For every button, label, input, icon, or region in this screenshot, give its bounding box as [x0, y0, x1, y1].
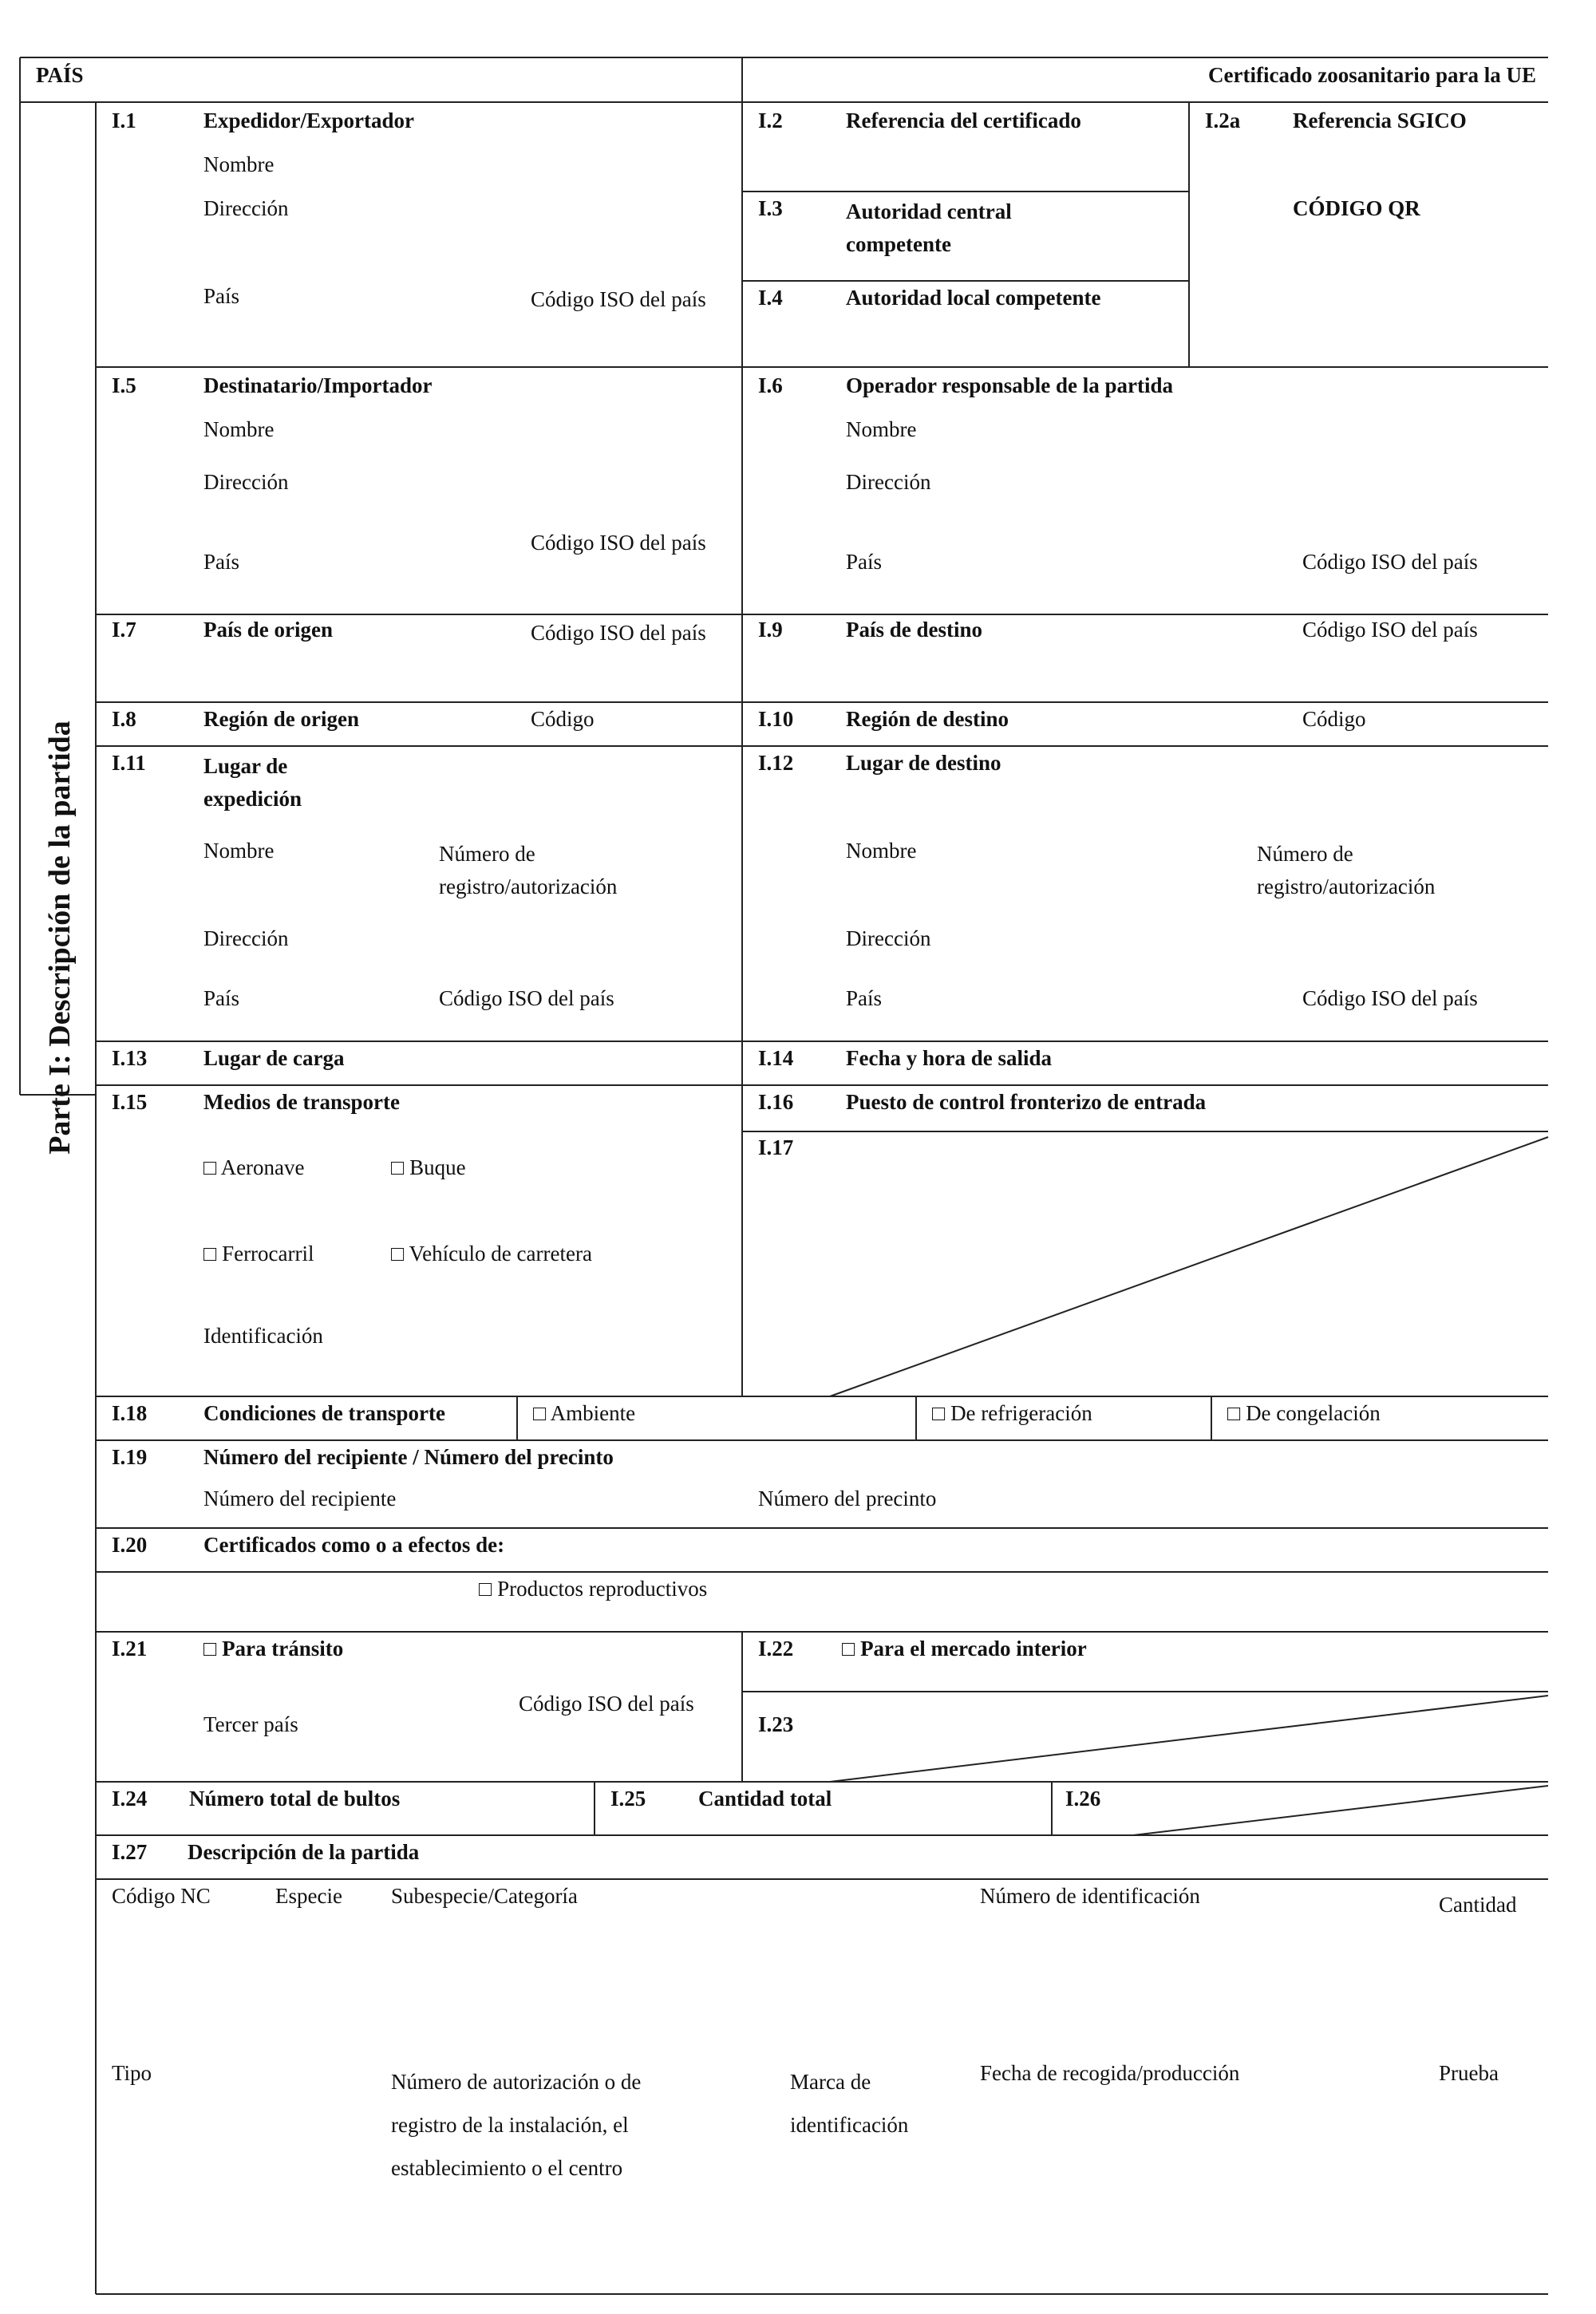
i13-number: I.13 [112, 1046, 148, 1070]
i1-iso-label: Código ISO del país [531, 287, 706, 311]
i16-title: Puesto de control fronterizo de entrada [846, 1090, 1207, 1114]
i12-title: Lugar de destino [846, 751, 1001, 775]
reproductive-products-option[interactable] [479, 1576, 707, 1603]
i25-number: I.25 [610, 1787, 646, 1811]
part-one-side-label: Parte I: Descripción de la partida [43, 721, 77, 1155]
i15-number: I.15 [112, 1090, 148, 1114]
i8-title: Región de origen [203, 707, 359, 731]
i27-number: I.27 [112, 1840, 148, 1864]
transport-aircraft-option[interactable] [203, 1155, 305, 1182]
i1-number: I.1 [112, 109, 136, 132]
option-label: De refrigeración [950, 1401, 1092, 1425]
type-header: Tipo [112, 2061, 152, 2085]
i4-title: Autoridad local competente [846, 286, 1101, 310]
option-label: Para el mercado interior [860, 1637, 1087, 1660]
checkbox-icon: □ [932, 1401, 946, 1425]
i19-number: I.19 [112, 1445, 148, 1469]
i4-number: I.4 [758, 286, 783, 310]
checkbox-icon: □ [391, 1242, 405, 1266]
i12-number: I.12 [758, 751, 794, 775]
option-label: Buque [409, 1155, 466, 1179]
i1-name-label: Nombre [203, 152, 275, 176]
i18-title: Condiciones de transporte [203, 1401, 445, 1425]
i6-number: I.6 [758, 373, 783, 397]
i13-title: Lugar de carga [203, 1046, 345, 1070]
i24-number: I.24 [112, 1787, 148, 1811]
condition-frozen-option[interactable] [1227, 1400, 1381, 1427]
transport-ship-option[interactable] [391, 1155, 466, 1182]
checkbox-icon: □ [203, 1637, 217, 1660]
i11-country-label: País [203, 986, 240, 1010]
option-label: Ferrocarril [222, 1242, 314, 1266]
i11-number: I.11 [112, 751, 146, 775]
cn-code-header: Código NC [112, 1884, 211, 1908]
i21-number: I.21 [112, 1637, 148, 1660]
i6-country-label: País [846, 550, 883, 574]
i5-title: Destinatario/Importador [203, 373, 433, 397]
i8-code-label: Código [531, 707, 595, 731]
i17-number: I.17 [758, 1135, 794, 1159]
condition-chilled-option[interactable] [932, 1400, 1092, 1427]
option-label: Para tránsito [222, 1637, 344, 1660]
i12-name-label: Nombre [846, 839, 917, 863]
test-header: Prueba [1439, 2061, 1499, 2085]
i24-title: Número total de bultos [189, 1787, 401, 1811]
i5-number: I.5 [112, 373, 136, 397]
i2a-number: I.2a [1205, 109, 1241, 132]
condition-ambient-option[interactable] [533, 1400, 635, 1427]
i10-title: Región de destino [846, 707, 1009, 731]
i2a-title: Referencia SGICO [1293, 109, 1467, 132]
i3-title: Autoridad central competente [846, 199, 1012, 256]
i25-title: Cantidad total [698, 1787, 832, 1811]
i12-address-label: Dirección [846, 926, 931, 950]
species-header: Especie [275, 1884, 342, 1908]
collection-date-header: Fecha de recogida/producción [980, 2061, 1240, 2085]
i2-title: Referencia del certificado [846, 109, 1081, 132]
i9-number: I.9 [758, 618, 783, 642]
checkbox-icon: □ [1227, 1401, 1241, 1425]
i5-country-label: País [203, 550, 240, 574]
certificate-title: Certificado zoosanitario para la UE [1208, 63, 1536, 87]
option-label: Ambiente [550, 1401, 636, 1425]
i10-code-label: Código [1302, 707, 1366, 731]
quantity-header: Cantidad [1439, 1893, 1517, 1917]
i5-name-label: Nombre [203, 417, 275, 441]
qr-code-placeholder: CÓDIGO QR [1293, 196, 1420, 220]
i7-title: País de origen [203, 618, 333, 642]
i6-address-label: Dirección [846, 470, 931, 494]
i10-number: I.10 [758, 707, 794, 731]
checkbox-icon: □ [533, 1401, 547, 1425]
seal-number-label: Número del precinto [758, 1487, 937, 1510]
internal-market-option[interactable] [842, 1636, 1087, 1663]
i15-title: Medios de transporte [203, 1090, 400, 1114]
i7-iso-label: Código ISO del país [531, 621, 706, 645]
i27-title: Descripción de la partida [188, 1840, 420, 1864]
i14-title: Fecha y hora de salida [846, 1046, 1053, 1070]
subspecies-header: Subespecie/Categoría [391, 1884, 578, 1908]
i12-registration-label: Número de registro/autorización [1257, 842, 1436, 898]
i11-iso-label: Código ISO del país [439, 986, 614, 1010]
i5-iso-label: Código ISO del país [531, 531, 706, 555]
i18-number: I.18 [112, 1401, 148, 1425]
option-label: Vehículo de carretera [409, 1242, 592, 1266]
transit-option[interactable] [203, 1636, 343, 1663]
i9-iso-label: Código ISO del país [1302, 618, 1478, 642]
checkbox-icon: □ [203, 1155, 217, 1179]
i23-number: I.23 [758, 1712, 794, 1736]
i3-number: I.3 [758, 196, 783, 220]
i5-address-label: Dirección [203, 470, 289, 494]
identification-number-header: Número de identificación [980, 1884, 1200, 1908]
i2-number: I.2 [758, 109, 783, 132]
i1-title: Expedidor/Exportador [203, 109, 415, 132]
identification-mark-header: Marca de identificación [790, 2070, 909, 2137]
i11-title: Lugar de expedición [203, 754, 302, 811]
transport-road-option[interactable] [391, 1241, 592, 1268]
i20-number: I.20 [112, 1533, 148, 1557]
container-number-label: Número del recipiente [203, 1487, 397, 1510]
option-label: Productos reproductivos [497, 1577, 708, 1601]
i26-number: I.26 [1065, 1787, 1101, 1811]
option-label: Aeronave [220, 1155, 305, 1179]
country-label: PAÍS [36, 63, 84, 87]
i8-number: I.8 [112, 707, 136, 731]
checkbox-icon: □ [479, 1577, 492, 1601]
i6-title: Operador responsable de la partida [846, 373, 1174, 397]
i11-address-label: Dirección [203, 926, 289, 950]
i14-number: I.14 [758, 1046, 794, 1070]
i6-name-label: Nombre [846, 417, 917, 441]
checkbox-icon: □ [203, 1242, 217, 1266]
option-label: De congelación [1246, 1401, 1381, 1425]
i6-iso-label: Código ISO del país [1302, 550, 1478, 574]
i20-title: Certificados como o a efectos de: [203, 1533, 505, 1557]
i19-title: Número del recipiente / Número del precinto [203, 1445, 614, 1469]
checkbox-icon: □ [391, 1155, 405, 1179]
third-country-label: Tercer país [203, 1712, 298, 1736]
checkbox-icon: □ [842, 1637, 855, 1660]
i1-address-label: Dirección [203, 196, 289, 220]
i12-iso-label: Código ISO del país [1302, 986, 1478, 1010]
i16-number: I.16 [758, 1090, 794, 1114]
i11-registration-label: Número de registro/autorización [439, 842, 618, 898]
i12-country-label: País [846, 986, 883, 1010]
i7-number: I.7 [112, 618, 136, 642]
i15-identification-label: Identificación [203, 1324, 323, 1348]
i1-country-label: País [203, 284, 240, 308]
i9-title: País de destino [846, 618, 983, 642]
transport-rail-option[interactable] [203, 1241, 314, 1268]
i22-number: I.22 [758, 1637, 794, 1660]
i21-iso-label: Código ISO del país [519, 1692, 694, 1716]
approval-number-header: Número de autorización o de registro de la instalación, el establecimiento o el centro [391, 2070, 642, 2180]
i11-name-label: Nombre [203, 839, 275, 863]
